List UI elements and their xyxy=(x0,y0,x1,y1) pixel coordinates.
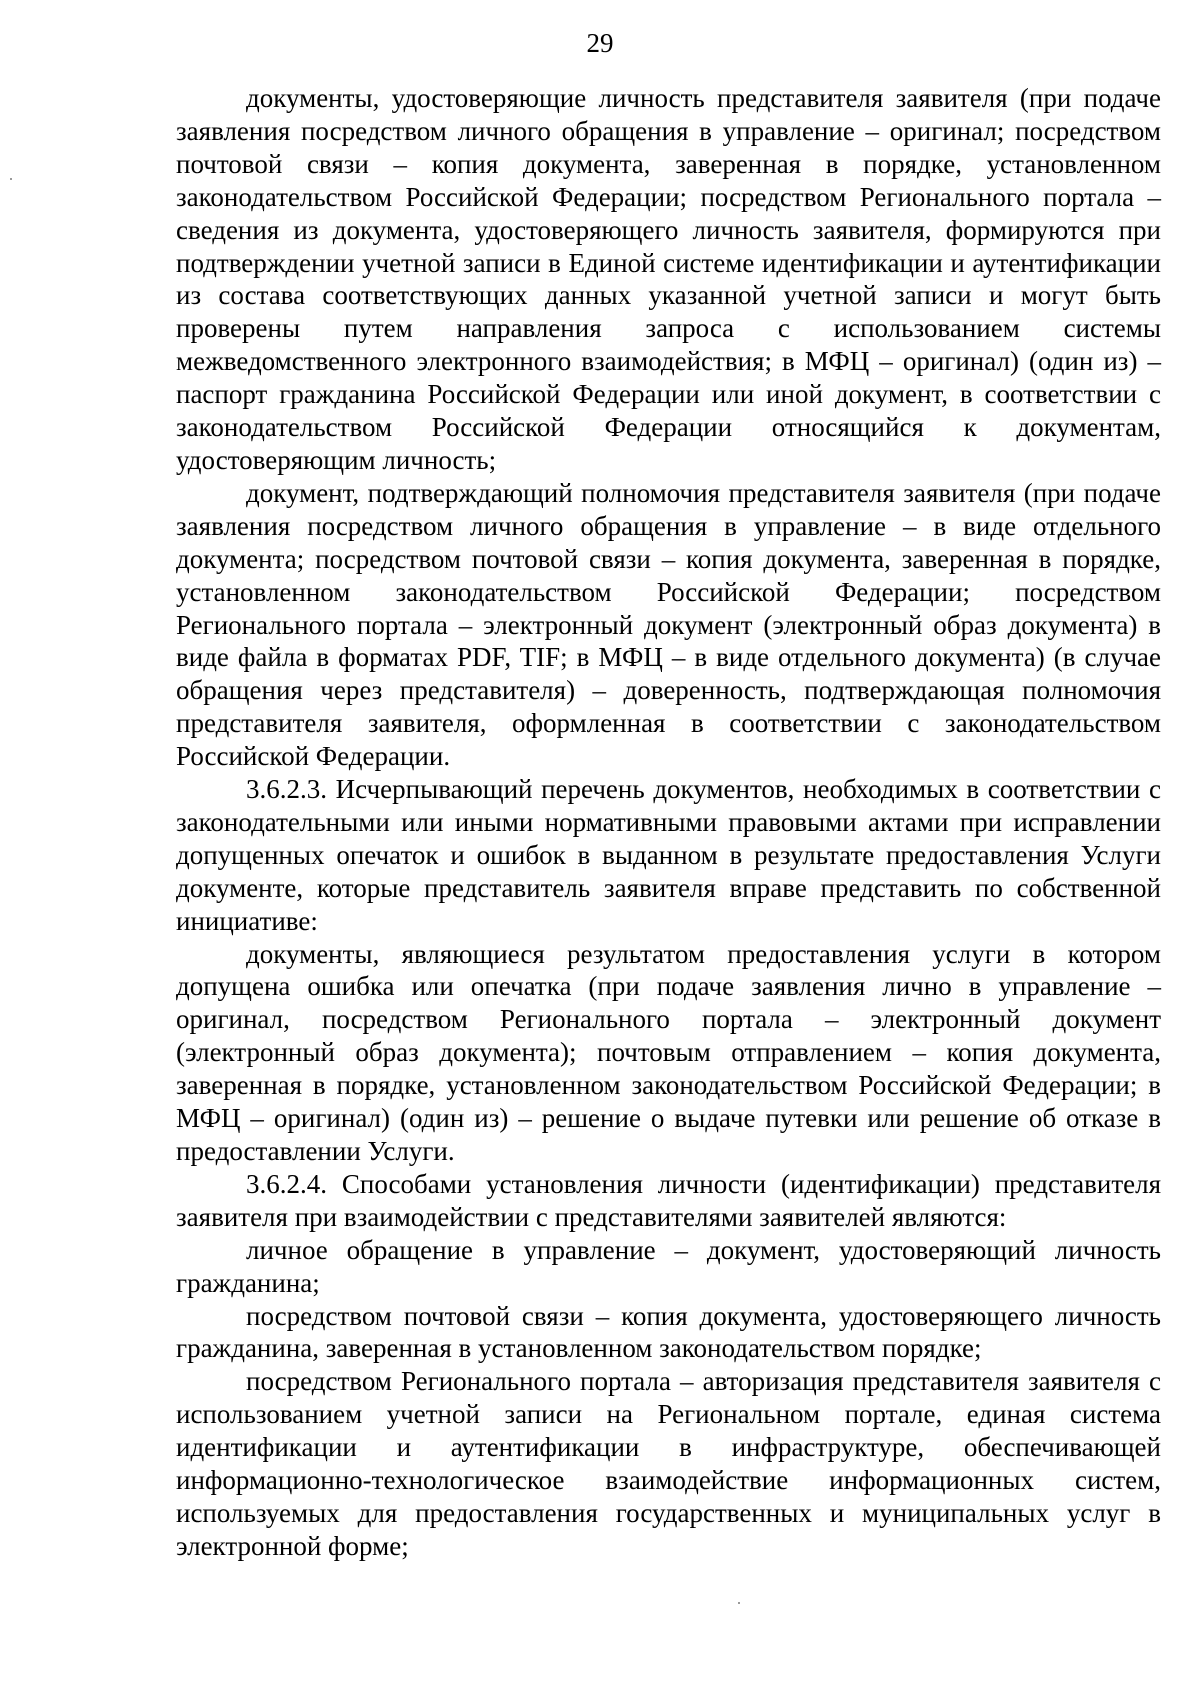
paragraph-representative-identity-documents: документы, удостоверяющие личность представителя заявителя (при подаче заявления посредством личного обращения в управление – оригинал; посредством почтовой связи – копия документа, заверенная в порядке, установленном законодательством Российской Федерации; посредством Регионального портала – сведения из документа, удостоверяющего личность заявителя, формируются при подтверждении учетной записи в Единой системе идентификации и аутентификации из состава соответствующих данных указанной учетной записи и могут быть проверены путем направления запроса с использованием системы межведомственного электронного взаимодействия; в МФЦ – оригинал) (один из) – паспорт гражданина Российской Федерации или иной документ, в соответствии с законодательством Российской Федерации относящийся к документам, удостоверяющим личность; xyxy=(176,83,1161,475)
paragraph-portal-identification: посредством Регионального портала – авторизация представителя заявителя с использованием учетной записи на Региональном портале, единая система идентификации и аутентификации в инфраструктуре, обеспечивающей информационно-технологическое взаимодействие информационных систем, используемых для предоставления государственных и муниципальных услуг в электронной форме; xyxy=(176,1366,1161,1561)
page-number: 29 xyxy=(586,28,614,58)
scan-dust-mark xyxy=(10,178,12,180)
paragraph-representative-authority-document: документ, подтверждающий полномочия представителя заявителя (при подаче заявления посредством личного обращения в управление – в виде отдельного документа; посредством почтовой связи – копия документа, заверенная в порядке, установленном законодательством Российской Федерации; посредством Регионального портала – электронный документ (электронный образ документа) в виде файла в форматах PDF, TIF; в МФЦ – в виде отдельного документа) (в случае обращения через представителя) – доверенность, подтверждающая полномочия представителя заявителя, оформленная в соответствии с законодательством Российской Федерации. xyxy=(176,477,1161,772)
paragraph-postal-identification: посредством почтовой связи – копия документа, удостоверяющего личность гражданина, заверенная в установленном законодательством порядке; xyxy=(176,1300,1161,1364)
paragraph-section-3-6-2-4: 3.6.2.4. Способами установления личности (идентификации) представителя заявителя при взаимодействии с представителями заявителей являются: xyxy=(176,1168,1161,1232)
paragraph-section-3-6-2-3: 3.6.2.3. Исчерпывающий перечень документов, необходимых в соответствии с законодательными или иными нормативными правовыми актами при исправлении допущенных опечаток и ошибок в выданном в результате предоставления Услуги документе, которые представитель заявителя вправе представить по собственной инициативе: xyxy=(176,774,1161,936)
paragraph-personal-visit-identification: личное обращение в управление – документ, удостоверяющий личность гражданина; xyxy=(176,1234,1161,1298)
paragraph-service-result-documents: документы, являющиеся результатом предоставления услуги в котором допущена ошибка или опечатка (при подаче заявления лично в управление – оригинал, посредством Регионального портала – электронный документ (электронный образ документа); почтовым отправлением – копия документа, заверенная в порядке, установленном законодательством Российской Федерации; в МФЦ – оригинал) (один из) – решение о выдаче путевки или решение об отказе в предоставлении Услуги. xyxy=(176,938,1161,1166)
scan-dust-mark xyxy=(738,1602,740,1604)
document-body xyxy=(176,82,1161,1563)
